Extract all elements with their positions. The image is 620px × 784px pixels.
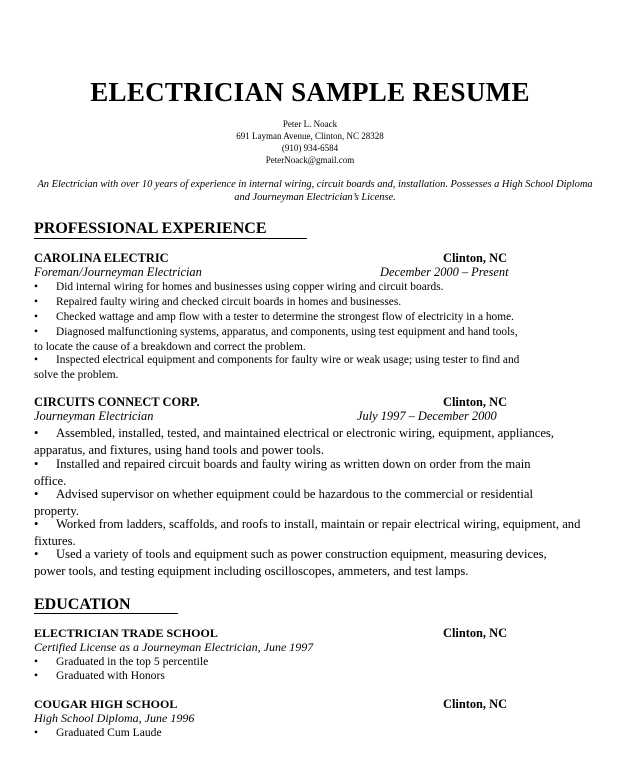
school-bullet: • Graduated Cum Laude bbox=[34, 726, 162, 739]
school-location: Clinton, NC bbox=[443, 626, 508, 640]
school-credential: High School Diploma, June 1996 bbox=[34, 711, 195, 725]
bullet-icon: • bbox=[34, 457, 39, 471]
bullet-icon: • bbox=[34, 517, 39, 531]
bullet-icon: • bbox=[34, 655, 39, 668]
contact-phone: (910) 934-6584 bbox=[281, 143, 339, 153]
school-name: COUGAR HIGH SCHOOL bbox=[34, 697, 178, 711]
contact-email: PeterNoack@gmail.com bbox=[265, 155, 355, 165]
job-company: CAROLINA ELECTRIC bbox=[34, 251, 169, 265]
job-bullet: • Assembled, installed, tested, and maintained electrical or electronic wiring, equipment, appliances, apparatus, and fixtures, using hand tools and power tools. bbox=[34, 426, 554, 457]
contact-address: 691 Layman Avenue, Clinton, NC 28328 bbox=[236, 131, 384, 141]
bullet-icon: • bbox=[34, 326, 38, 338]
job-company: CIRCUITS CONNECT CORP. bbox=[34, 395, 200, 409]
bullet-icon: • bbox=[34, 669, 39, 682]
job-dates: December 2000 – Present bbox=[380, 265, 509, 279]
job-bullet: • Checked wattage and amp flow with a tester to determine the strongest flow of electricity in a home. bbox=[34, 311, 515, 323]
bullet-icon: • bbox=[34, 281, 38, 293]
resume-title: ELECTRICIAN SAMPLE RESUME bbox=[90, 77, 530, 107]
school-location: Clinton, NC bbox=[443, 697, 508, 711]
experience-heading-rule bbox=[34, 238, 307, 239]
contact-name: Peter L. Noack bbox=[282, 119, 338, 129]
job-location: Clinton, NC bbox=[443, 251, 508, 265]
job-bullet: • Installed and repaired circuit boards and faulty wiring as written down on order from the main office. bbox=[34, 457, 531, 488]
job-bullet: • Used a variety of tools and equipment such as power construction equipment, measuring devices, power tools, and testing equipment including oscilloscopes, ammeters, and test lamps. bbox=[34, 547, 547, 578]
job-dates: July 1997 – December 2000 bbox=[357, 409, 497, 423]
job-bullet: • Did internal wiring for homes and businesses using copper wiring and circuit boards. bbox=[34, 281, 444, 293]
school-bullet: • Graduated in the top 5 percentile bbox=[34, 655, 209, 668]
job-bullet: • Inspected electrical equipment and components for faulty wire or weak usage; using tester to find and solve the problem. bbox=[34, 354, 520, 381]
education-heading-rule bbox=[34, 613, 178, 614]
job-bullet: • Worked from ladders, scaffolds, and roofs to install, maintain or repair electrical wiring, equipment, and fixtures. bbox=[34, 517, 581, 548]
bullet-icon: • bbox=[34, 487, 39, 501]
job-role: Journeyman Electrician bbox=[34, 409, 154, 423]
job-location: Clinton, NC bbox=[443, 395, 508, 409]
bullet-icon: • bbox=[34, 311, 38, 323]
job-bullet: • Advised supervisor on whether equipment could be hazardous to the commercial or residential property. bbox=[34, 487, 534, 518]
experience-heading: PROFESSIONAL EXPERIENCE bbox=[34, 220, 267, 237]
education-heading: EDUCATION bbox=[34, 596, 131, 613]
job-role: Foreman/Journeyman Electrician bbox=[34, 265, 202, 279]
bullet-icon: • bbox=[34, 547, 39, 561]
school-name: ELECTRICIAN TRADE SCHOOL bbox=[34, 626, 218, 640]
school-credential: Certified License as a Journeyman Electrician, June 1997 bbox=[34, 640, 314, 654]
summary: An Electrician with over 10 years of experience in internal wiring, circuit boards and, installation. Possesses a High School Diploma and Journeyman Electrician’s License. bbox=[37, 179, 593, 203]
school-bullet: • Graduated with Honors bbox=[34, 669, 165, 682]
job-bullet: • Diagnosed malfunctioning systems, apparatus, and components, using test equipment and hand tools, to locate the cause of a breakdown and correct the problem. bbox=[34, 326, 518, 353]
bullet-icon: • bbox=[34, 426, 39, 440]
bullet-icon: • bbox=[34, 726, 39, 739]
job-bullet: • Repaired faulty wiring and checked circuit boards in homes and businesses. bbox=[34, 296, 402, 308]
bullet-icon: • bbox=[34, 296, 38, 308]
bullet-icon: • bbox=[34, 354, 38, 366]
